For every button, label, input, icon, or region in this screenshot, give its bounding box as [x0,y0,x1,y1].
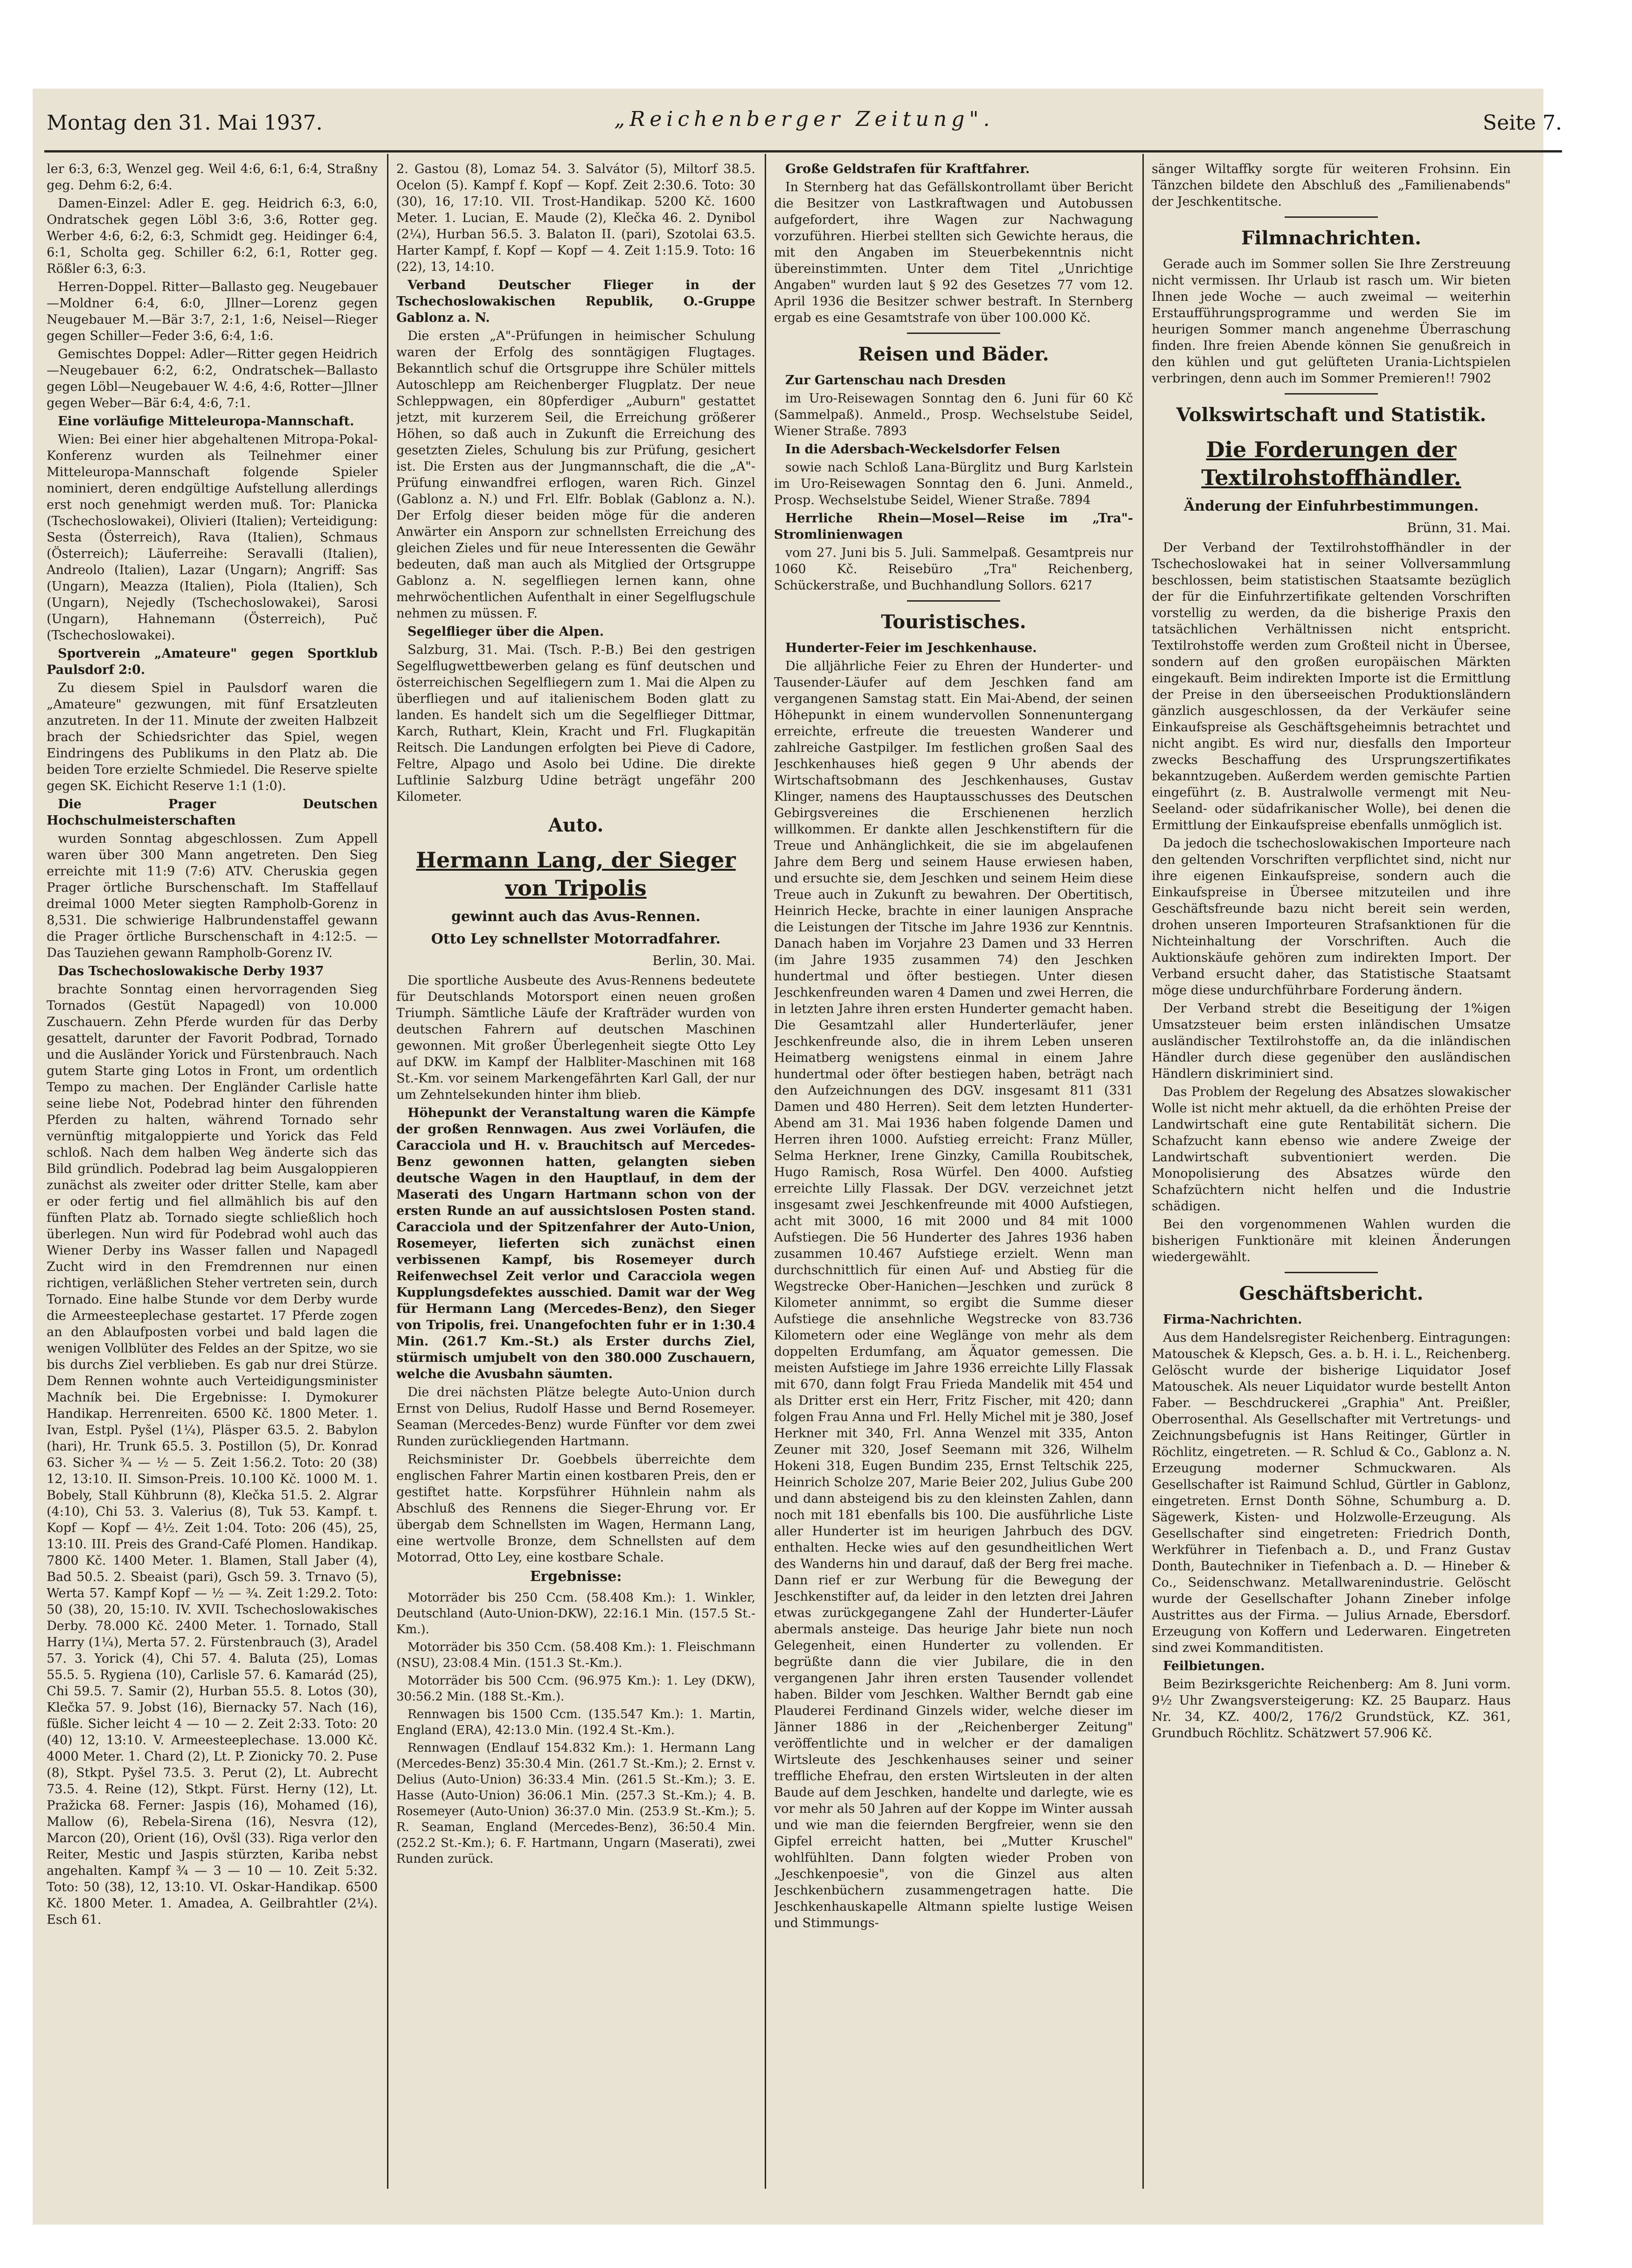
article-heading: Firma-Nachrichten. [1163,1312,1302,1327]
article-text: Die sportliche Ausbeute des Avus-Rennens bedeutete für Deutschlands Motorsport einen neuen großen Triumph. Sämtliche Läufe der Krafträder wurden von deutschen Fahrern auf deutschen Maschinen gewonnen. Mit großer Überlegenheit siegte Otto Ley auf DKW. im Kampf der Halbliter-Maschinen mit 168 St.-Km. vor seinem Markengefährten Karl Gall, der nur um Zehntelsekunden hinter ihm blieb. [396,973,755,1102]
newspaper-title: „Reichenberger Zeitung". [614,107,995,131]
result-entry: Motorräder bis 250 Ccm. (58.408 Km.): 1. Winkler, Deutschland (Auto-Union-DKW), 22:16.1 Min. (157.5 St.-Km.). [396,1591,755,1637]
section-divider [1285,1272,1378,1273]
result-entry: Rennwagen bis 1500 Ccm. (135.547 Km.): 1. Martin, England (ERA), 42:13.0 Min. (192.4 St.-Km.). [396,1707,755,1737]
article-text: In Sternberg hat das Gefällskontrollamt über Bericht die Besitzer von Lastkraftwagen und Autobussen aufgefordert, ihre Wagen zur Nachwagung vorzuführen. Hierbei stellten sich Gewichte heraus, die mit den Angaben im Steuerbekenntnis nicht übereinstimmten. Unter dem Titel „Unrichtige Angaben" wurden laut § 92 des Gesetzes 77 vom 12. April 1936 die Besitzer schwer bestraft. In Sternberg ergab es eine Gesamtstrafe von über 100.000 Kč. [774,180,1133,325]
article-heading: Eine vorläufige Mitteleuropa-Mannschaft. [58,414,354,429]
section-heading: Volkswirtschaft und Statistik. [1176,404,1487,426]
masthead-rule [44,150,1562,153]
section-heading: Auto. [548,814,604,836]
column-4 [1152,161,1511,2189]
section-divider [907,600,1000,602]
article-text: brachte Sonntag einen hervorragenden Sieg Tornados (Gestüt Napagedl) von 10.000 Zuschauern. Zehn Pferde wurden für das Derby gesattelt, darunter der Favorit Podbrad, Tornado und die Ausländer Yorick und Fürstenbrauch. Nach gutem Starte ging Lotos in Front, um ordentlich Tempo zu machen. Der Engländer Carlisle hatte seine liebe Not, Podebrad hinter den führenden Pferden zu halten, während Tornado sehr vernünftig mitgaloppierte und Yorick das Feld schloß. Nach dem halben Weg änderte sich das Bild gründlich. Podebrad lag beim Ausgaloppieren zunächst als zweiter oder dritter Stelle, kam aber er oder fertig und fiel allmählich bis auf den fünften Platz ab. Tornado siegte schließlich hoch überlegen. Nun wird für Podebrad wohl auch das Wiener Derby ins Wasser fallen und Napagedl Zucht wird in den Fremdrennen nur einen richtigen, verläßlichen Steher vertreten sein, durch Tornado. Eine halbe Stunde vor dem Derby wurde die Armeesteeplechase gestartet. 17 Pferde zogen an den Ablaufposten vorbei und bald lagen die wenigen Vollblüter des Feldes an der Spitze, wo sie bis durchs Ziel verblieben. Es gab nur drei Stürze. Dem Rennen wohnte auch Verteidigungsminister Machník bei. Die Ergebnisse: I. Dymokurer Handikap. Herrenreiten. 6500 Kč. 1800 Meter. 1. Ivan, Estpl. Pyšel (1¼), Pläsper 63.5. 2. Babylon (hari), Hr. Trunk 65.5. 3. Postillon (5), Dr. Konrad 63. Sicher ¾ — ½ — 5. Zeit 1:56.2. Toto: 20 (38) 12, 13:10. II. Simson-Preis. 10.100 Kč. 1000 M. 1. Bobely, Stall Kühbrunn (8), Klečka 51.5. 2. Algrar (4:10), Chi 53. 3. Valerius (8), Tuk 53. Kampf. t. Kopf — Kopf — 4½. Zeit 1:04. Toto: 206 (45), 25, 13:10. III. Preis des Grand-Café Plomen. Handikap. 7800 Kč. 1400 Meter. 1. Blamen, Stall Jaber (4), Bad 50.5. 2. Sbeaist (pari), Gsch 59. 3. Trnavo (5), Werta 57. Kampf Kopf — ½ — ¾. Zeit 1:29.2. Toto: 50 (38), 20, 15:10. IV. XVII. Tschechoslowakisches Derby. 78.000 Kč. 2400 Meter. 1. Tornado, Stall Harry (1¼), Merta 57. 2. Fürstenbrauch (3), Aradel 57. 3. Yorick (4), Chi 57. 4. Baluta (25), Lomas 55.5. 5. Rygiena (10), Carlisle 57. 6. Kamarád (25), Chi 59.5. 7. Samir (2), Hurban 55.5. 8. Lotos (30), Klečka 57. 9. Jobst (16), Biernacky 57. Nach (16), füßle. Sicher leicht 4 — 10 — 2. Zeit 2:33. Toto: 20 (40) 12, 13:10. V. Armeesteeplechase. 13.000 Kč. 4000 Meter. 1. Chard (2), Lt. P. Zionicky 70. 2. Puse (8), Stkpt. Pyšel 73.5. 3. Perut (2), Lt. Aubrecht 73.5. 4. Reine (12), Stkpt. Fürst. Herny (12), Lt. Pražicka 68. Ferner: Jaspis (16), Mohamed (16), Mallow (6), Rebela-Sirena (16), Nesvra (12), Marcon (20), Orient (16), Ovšl (33). Riga verlor den Reiter, Mestic und Jaspis stürzten, Kariba nebst angehalten. Kampf ¾ — 3 — 10 — 10. Zeit 5:32. Toto: 50 (38), 12, 13:10. VI. Oskar-Handikap. 6500 Kč. 1800 Meter. 1. Amadea, A. Geilbrahtler (2¼). Esch 61. [47,982,378,1927]
article-text: sänger Wiltaffky sorgte für weiteren Frohsinn. Ein Tänzchen bildete den Abschluß des „Familienabends" der Jeschkentitsche. [1152,162,1511,209]
article-text: Damen-Einzel: Adler E. geg. Heidrich 6:3, 6:0, Ondratschek gegen Löbl 3:6, 3:6, Rotter geg. Werber 4:6, 6:2, 6:3, Schmidt geg. Heidinger 6:4, 6:1, Scholta geg. Schiller 6:2, 6:1, Rotter geg. Rößler 6:3, 6:3. [47,196,378,276]
article-subheadline: gewinnt auch das Avus-Rennen. [451,909,701,925]
article-text: Reichsminister Dr. Goebbels überreichte dem englischen Fahrer Martin einen kostbaren Preis, den er gestiftet hatte. Korpsführer Hühnlein nahm als Abschluß des Rennens die Sieger-Ehrung vor. Er übergab dem Schnellsten im Wagen, Hermann Lang, eine wertvolle Bronze, dem Schnellsten auf dem Motorrad, Otto Ley, eine kostbare Schale. [396,1452,755,1565]
article-text: Wien: Bei einer hier abgehaltenen Mitropa-Pokal-Konferenz wurden als Teilnehmer einer Mitteleuropa-Mannschaft folgende Spieler nominiert, deren endgültige Aufstellung allerdings erst noch genehmigt werden muß. Tor: Planicka (Tschechoslowakei), Olivieri (Italien); Verteidigung: Sesta (Österreich), Rava (Italien), Schmaus (Österreich); Läuferreihe: Seravalli (Italien), Andreolo (Italien), Lazar (Ungarn); Angriff: Sas (Ungarn), Meazza (Italien), Piola (Italien), Sch (Ungarn), Nejedly (Tschechoslowakei), Sarosi (Ungarn), Hahnemann (Österreich), Puč (Tschechoslowakei). [47,432,378,643]
article-subheadline: Otto Ley schnellster Motorradfahrer. [431,931,721,947]
article-headline: Hermann Lang, der Sieger von Tripolis [416,847,736,901]
article-subheadline: Änderung der Einfuhrbestimmungen. [1183,498,1479,514]
article-text: im Uro-Reisewagen Sonntag den 6. Juni für 60 Kč (Sammelpaß). Anmeld., Prosp. Wechselstube Seidel, Wiener Straße. 7893 [774,391,1133,438]
section-heading: Geschäftsbericht. [1239,1283,1424,1304]
article-heading: In die Adersbach-Weckelsdorfer Felsen [785,442,1060,457]
article-text: Die ersten „A"-Prüfungen in heimischer Schulung waren der Erfolg des sonntägigen Flugtages. Bekanntlich schuf die Ortsgruppe ihre Schüler mittels Autoschlepp am Reichenberger Flugplatz. Der neue Schleppwagen, ein 80pferdiger „Auburn" gestattet jetzt, mit kurzerem Seil, die Erreichung größerer Höhen, so daß auch in Zukunft die Erreichung des gesetzten Zieles, Schulung bis zur Prüfung, gesichert ist. Die Ersten aus der Jungmannschaft, die die „A"-Prüfung einwandfrei erflogen, waren Rich. Ginzel (Gablonz a. N.) und Frl. Elfr. Boblak (Gablonz a. N.). Der Erfolg dieser beiden möge für die anderen Anwärter ein Ansporn zur schnellsten Erreichung des gleichen Zieles und für neue Interessenten die Gewähr bedeuten, daß man auch als Mitglied der Ortsgruppe Gablonz a. N. segelfliegen lernen kann, ohne mehrwöchentlichen Aufenthalt in einer Segelflugschule nehmen zu müssen. F. [396,329,755,621]
article-text: Da jedoch die tschechoslowakischen Importeure nach den geltenden Vorschriften verpflichtet sind, nicht nur ihre eigenen Einkaufspreise, sondern auch die Einkaufspreise in Übersee mitzuteilen und ihre Geschäftsfreunde bazu nicht bereit sein werden, drohen unseren Importeuren Strafsanktionen für die Nichteinhaltung der Vorschriften. Auch die Auktionskäufe gehören zum indirekten Import. Der Verband ersucht daher, das Statistische Staatsamt möge diese undurchführbare Forderung ändern. [1152,836,1511,998]
masthead [47,107,1562,140]
section-divider [1285,216,1378,218]
column-rule [1142,154,1144,2189]
article-text: Gerade auch im Sommer sollen Sie Ihre Zerstreuung nicht vermissen. Ihr Urlaub ist rasch um. Wir bieten Ihnen jede Woche — auch zweimal — weiterhin Erstaufführungsprogramme und werden Sie im heurigen Sommer manch angenehme Überraschung finden. Ihre freien Abende können Sie genußreich in den kühlen und gut gelüfteten Urania-Lichtspielen verbringen, denn auch im Sommer Premieren!! 7902 [1152,257,1511,386]
article-text: Bei den vorgenommenen Wahlen wurden die bisherigen Funktionäre mit kleinen Änderungen wiedergewählt. [1152,1217,1511,1264]
article-heading: Feilbietungen. [1163,1659,1265,1673]
article-text: ler 6:3, 6:3, Wenzel geg. Weil 4:6, 6:1, 6:4, Straßny geg. Dehm 6:2, 6:4. [47,162,378,193]
article-text: Die drei nächsten Plätze belegte Auto-Union durch Ernst von Delius, Rudolf Hasse und Bernd Rosemeyer. Seaman (Mercedes-Benz) wurde Fünfter vor dem zwei Runden zurückliegenden Hartmann. [396,1385,755,1449]
article-heading: Hunderter-Feier im Jeschkenhause. [785,641,1037,655]
article-text: Beim Bezirksgerichte Reichenberg: Am 8. Juni vorm. 9½ Uhr Zwangsversteigerung: KZ. 25 Bauparz. Haus Nr. 34, KZ. 400/2, 176/2 Grundstück, KZ. 361, Grundbuch Röchlitz. Schätzwert 57.906 Kč. [1152,1677,1511,1741]
article-text: 2. Gastou (8), Lomaz 54. 3. Salvátor (5), Miltorf 38.5. Ocelon (5). Kampf f. Kopf — Kopf. Zeit 2:30.6. Toto: 30 (30), 16, 17:10. VII. Trost-Handikap. 5200 Kč. 1600 Meter. 1. Lucian, E. Maude (2), Klečka 46. 2. Dynibol (2¼), Hurban 56.5. 3. Balaton II. (pari), Szotolai 63.5. Harter Kampf, f. Kopf — Kopf — 4. Zeit 1:15.9. Toto: 16 (22), 13, 14:10. [396,162,755,274]
column-rule [387,154,388,2189]
result-entry: Motorräder bis 350 Ccm. (58.408 Km.): 1. Fleischmann (NSU), 23:08.4 Min. (151.3 St.-Km.). [396,1640,755,1670]
result-entry: Motorräder bis 500 Ccm. (96.975 Km.): 1. Ley (DKW), 30:56.2 Min. (188 St.-Km.). [396,1674,755,1704]
results-heading: Ergebnisse: [530,1568,622,1585]
page-number: Seite 7. [1483,111,1562,135]
article-text: wurden Sonntag abgeschlossen. Zum Appell waren über 300 Mann angetreten. Den Sieg erreichte mit 11:9 (7:6) ATV. Cheruskia gegen Prager örtliche Burschenschaft. Im Staffellauf dreimal 1000 Meter siegten Rampholb-Gorenz in 8,531. Die schwierige Halbrundenstaffel gewann die Prager örtliche Burschenschaft in 4:12:5. — Das Tauziehen gewann Rampholb-Gorenz IV. [47,832,378,960]
column-rule [765,154,766,2189]
article-headline: Die Forderungen der Textilrohstoffhändler. [1201,437,1461,490]
article-text: Herren-Doppel. Ritter—Ballasto geg. Neugebauer—Moldner 6:4, 6:0, Jllner—Lorenz gegen Neugebauer M.—Bär 3:7, 2:1, 1:6, Neisel—Rieger gegen Schiller—Feder 3:6, 6:4, 1:6. [47,280,378,343]
section-divider [907,333,1000,334]
article-text: Das Problem der Regelung des Absatzes slowakischer Wolle ist nicht mehr aktuell, da die erhöhten Preise der Landwirtschaft eine gute Rentabilität sichern. Die Schafzucht kann ebenso wie andere Zweige der Landwirtschaft subventioniert werden. Die Monopolisierung des Absatzes würde den Schafzüchtern nicht helfen und die Industrie schädigen. [1152,1085,1511,1214]
article-text: Der Verband strebt die Beseitigung der 1%igen Umsatzsteuer beim ersten inländischen Umsatze ausländischer Textilrohstoffe an, da die inländischen Händler durch diese gegenüber den ausländischen Händlern diskriminiert sind. [1152,1001,1511,1081]
article-text: Höhepunkt der Veranstaltung waren die Kämpfe der großen Rennwagen. Aus zwei Vorläufen, die Caracciola und H. v. Brauchitsch auf Mercedes-Benz gewonnen hatten, gelangten sieben deutsche Wagen in den Hauptlauf, in dem der Maserati des Ungarn Hartmann schon von der ersten Runde an auf aussichtslosen Posten stand. Caracciola und der Spitzenfahrer der Auto-Union, Rosemeyer, lieferten sich zunächst einen verbissenen Kampf, bis Rosemeyer durch Reifenwechsel Zeit verlor und Caracciola wegen Kupplungsdefektes ausschied. Damit war der Weg für Hermann Lang (Mercedes-Benz), den Sieger von Tripolis, frei. Unangefochten fuhr er in 1:30.4 Min. (261.7 Km.-St.) als Erster durchs Ziel, stürmisch umjubelt von den 380.000 Zuschauern, welche die Avusbahn säumten. [396,1106,755,1381]
issue-date: Montag den 31. Mai 1937. [47,111,323,135]
article-text: Die alljährliche Feier zu Ehren der Hunderter- und Tausender-Läufer auf dem Jeschken fand am vergangenen Samstag statt. Ein Mai-Abend, der seinen Höhepunkt in einem wundervollen Sonnenuntergang erreichte, erfreute die treuesten Wanderer und zahlreiche Gastpilger. Im festlichen großen Saal des Jeschkenhauses hieß gegen 9 Uhr abends der Wirtschaftsobmann des Jeschkenhauses, Gustav Klinger, namens des Hauptausschusses des Deutschen Gebirgsvereines die Erschienenen herzlich willkommen. Er dankte allen Jeschkenstiftern für die Treue und Anhänglichkeit, die sie im abgelaufenen Jahre dem Berg und seinem Hause erwiesen haben, und ersuchte sie, dem Jeschken und seinem Heim diese Treue auch in Zukunft zu bewahren. Der Obertitisch, Heinrich Hecke, brachte in einer launigen Ansprache die Leistungen der Titsche im Jahre 1936 zur Kenntnis. Danach haben im Vorjahre 23 Damen und 33 Herren (im Jahre 1935 zusammen 74) den Jeschken hundertmal und öfter bestiegen. Unter diesen Jeschkenfreunden waren 4 Damen und zwei Herren, die in letzten Jahre ihren ersten Hunderter gemacht haben. Die Gesamtzahl aller Hunderterläufer, jener Jeschkenfreunde also, die in ihrem Leben unseren Heimatberg wenigstens einmal in einem Jahre hundertmal oder öfter bestiegen haben, beträgt nach den Aufzeichnungen des DGV. insgesamt 811 (331 Damen und 480 Herren). Seit dem letzten Hunderter-Abend am 31. Mai 1936 haben folgende Damen und Herren ihren 1000. Aufstieg erreicht: Franz Müller, Selma Herkner, Irene Ginzky, Camilla Roubitschek, Hugo Ramisch, Rosa Würfel. Den 4000. Aufstieg erreichte Lilly Flassak. Der DGV. verzeichnet jetzt insgesamt zwei Jeschkenfreunde mit 4000 Aufstiegen, acht mit 3000, 16 mit 2000 und 84 mit 1000 Aufstiegen. Die 56 Hunderter des Jahres 1936 haben zusammen 10.467 Aufstiege erzielt. Wenn man durchschnittlich für einen Auf- und Abstieg für die Wegstrecke Ober-Hanichen—Jeschken und zurück 8 Kilometer annimmt, so ergibt die Summe dieser Aufstiege die ansehnliche Wegstrecke von 83.736 Kilometern oder eine Weglänge von mehr als dem doppelten Erdumfang, am Äquator gemessen. Die meisten Aufstiege im Jahre 1936 erreichte Lilly Flassak mit 670, dann folgt Frau Frieda Mandelik mit 454 und als Dritter erst ein Herr, Fritz Fischer, mit 420; dann folgen Frau Anna und Frl. Helly Michel mit je 380, Josef Herkner mit 340, Frl. Anna Wenzel mit 335, Anton Zeuner mit 320, Josef Seemann mit 326, Wilhelm Hokeni 318, Eugen Bundim 235, Ernst Teltschik 225, Heinrich Scholze 207, Marie Beier 202, Julius Gube 200 und dann absteigend bis zu den kleinsten Zahlen, dann noch mit 181 ebenfalls bis 100. Die ausführliche Liste aller Hunderter ist im heurigen Jahrbuch des DGV. enthalten. Hecke wies auf den gesundheitlichen Wert des Wanderns hin und darauf, daß der Berg frei mache. Dann rief er zur Werbung für die Bewegung der Jeschkenstifter auf, da leider in den letzten drei Jahren etwas zurückgegangene Zahl der Hunderter-Läufer abermals ansteige. Das heurige Jahr biete nun noch Gelegenheit, einen Hunderter zu vollenden. Er begrüßte dann die vier Jubilare, die in den vergangenen Jahr ihren ersten Tausender vollendet haben. Bilder vom Jeschken. Walther Berndt gab eine Plauderei Ferdinand Ginzels wider, welche dieser im Jänner 1886 in der „Reichenberger Zeitung" veröffentlichte und in welcher er der damaligen Wirtsleute des Jeschkenhauses seiner und seiner treffliche Ehefrau, den ersten Wirtsleuten in der alten Baude auf dem Jeschken, handelte und darlegte, wie es vor mehr als 50 Jahren auf der Koppe im Winter aussah und wie man die feiernden Bergfreier, wenn sie den Gipfel erreicht hatten, bei „Mutter Kruschel" wohlfühlten. Dann folgten wieder Proben von „Jeschkenpoesie", von die Ginzel aus alten Jeschkenbüchern zusammengetragen hatte. Die Jeschkenhauskapelle Altmann spielte lustige Weisen und Stimmungs- [774,659,1133,1930]
article-heading: Verband Deutscher Flieger in der Tschechoslowakischen Republik, O.-Gruppe Gablonz a. N. [396,278,755,325]
dateline: Brünn, 31. Mai. [1407,520,1511,535]
article-heading: Herrliche Rhein—Mosel—Reise im „Tra"-Stromlinienwagen [774,511,1133,542]
article-heading: Die Prager Deutschen Hochschulmeisterschaften [47,797,378,828]
article-heading: Zur Gartenschau nach Dresden [785,373,1006,388]
article-text: Gemischtes Doppel: Adler—Ritter gegen Heidrich—Neugebauer 6:2, 6:2, Ondratschek—Ballasto gegen Löbl—Neugebauer W. 4:6, 4:6, Rotter—Jllner gegen Weber—Bär 6:4, 4:6, 7:1. [47,347,378,410]
article-heading: Segelflieger über die Alpen. [408,624,604,639]
section-heading: Touristisches. [881,611,1026,633]
column-3 [774,161,1133,2189]
section-heading: Filmnachrichten. [1241,227,1422,249]
column-1 [47,161,378,2189]
result-entry: Rennwagen (Endlauf 154.832 Km.): 1. Hermann Lang (Mercedes-Benz) 35:30.4 Min. (261.7 St.-Km.); 2. Ernst v. Delius (Auto-Union) 36:33.4 Min. (261.5 St.-Km.); 3. E. Hasse (Auto-Union) 36:06.1 Min. (257.3 St.-Km.); 4. B. Rosemeyer (Auto-Union) 36:37.0 Min. (253.9 St.-Km.); 5. R. Seaman, England (Mercedes-Benz), 36:50.4 Min. (252.2 St.-Km.); 6. F. Hartmann, Ungarn (Maserati), zwei Runden zurück. [396,1741,755,1866]
article-text: Salzburg, 31. Mai. (Tsch. P.-B.) Bei den gestrigen Segelflugwettbewerben gelang es fünf deutschen und österreichischen Segelfliegern zum 1. Mai die Alpen zu überfliegen und auf italienischem Boden glatt zu landen. Es handelt sich um die Segelflieger Dittmar, Karch, Ruthart, Klein, Kracht und Frl. Flugkapitän Reitsch. Die Landungen erfolgten bei Pieve di Cadore, Feltre, Alpago und Asolo bei Udine. Die direkte Luftlinie Salzburg Udine beträgt ungefähr 200 Kilometer. [396,643,755,804]
article-text: Aus dem Handelsregister Reichenberg. Eintragungen: Matouschek & Klepsch, Ges. a. b. H. i. L., Reichenberg. Gelöscht wurde der bisherige Liquidator Josef Matouschek. Als neuer Liquidator wurde bestellt Anton Faber. — Beschdruckerei „Graphia" Ant. Preißler, Oberrosenthal. Als Gesellschafter mit Vertretungs- und Zeichnungsbefugnis ist Hans Reitinger, Gürtler in Röchlitz, eingetreten. — R. Schlud & Co., Gablonz a. N. Erzeugung moderner Schmuckwaren. Als Gesellschafter ist Raimund Schlud, Gürtler in Gablonz, eingetreten. Ernst Donth Söhne, Schumburg a. D. Sägewerk, Kisten- und Holzwolle-Erzeugung. Als Gesellschafter sind eingetreten: Friedrich Donth, Werkführer in Tiefenbach a. D., und Franz Gustav Donth, Bautechniker in Tiefenbach a. D. — Hineber & Co., Seidenschwanz. Metallwarenindustrie. Gelöscht wurde der Gesellschafter Johann Zineber infolge Austrittes aus der Firma. — Julius Arnade, Ebersdorf. Erzeugung von Koffern und Lederwaren. Eingetreten sind zwei Kommanditisten. [1152,1331,1511,1655]
dateline: Berlin, 30. Mai. [652,953,755,968]
article-heading: Das Tschechoslowakische Derby 1937 [58,964,324,978]
article-text: Der Verband der Textilrohstoffhändler in der Tschechoslowakei hat in seiner Vollversammlung beschlossen, beim statistischen Staatsamte bezüglich der für die Einfuhrzertifikate geltenden Vorschriften vorstellig zu werden, da die bisherige Praxis den tatsächlichen Verhältnissen nicht entspricht. Textilrohstoffe werden zum Großteil nicht in Übersee, sondern auf den großen europäischen Märkten eingekauft. Beim indirekten Importe ist die Ermittlung der Preise in den überseeischen Produktionsländern gänzlich ausgeschlossen, da der Verkäufer seine Einkaufspreise als Geschäftsgeheimnis betrachtet und nicht angibt. Es wird nur, diesfalls den Importeur zwecks Beschaffung des Ursprungszertifikates bekanntzugeben. Außerdem werden gemischte Partien eingeführt (z. B. Australwolle vermengt mit Neu-Seeland- oder südafrikanischer Wolle), bei denen die Ermittlung der Einkaufspreise ebenfalls unmöglich ist. [1152,541,1511,832]
column-2 [396,161,755,2189]
section-heading: Reisen und Bäder. [858,343,1049,365]
article-heading: Große Geldstrafen für Kraftfahrer. [785,162,1030,176]
section-divider [1285,393,1378,395]
article-text: Zu diesem Spiel in Paulsdorf waren die „Amateure" gezwungen, mit fünf Ersatzleuten anzutreten. In der 11. Minute der zweiten Halbzeit brach der Schiedsrichter das Spiel, wegen Eindringens des Publikums in den Platz ab. Die beiden Tore erzielte Schmiedel. Die Reserve spielte gegen SK. Eichicht Reserve 1:1 (1:0). [47,681,378,793]
article-text: vom 27. Juni bis 5. Juli. Sammelpaß. Gesamtpreis nur 1060 Kč. Reisebüro „Tra" Reichenberg, Schückerstraße, und Buchhandlung Sollors. 6217 [774,546,1133,593]
article-text: sowie nach Schloß Lana-Bürglitz und Burg Karlstein im Uro-Reisewagen Sonntag den 6. Juni. Anmeld., Prosp. Wechselstube Seidel, Wiener Straße. 7894 [774,460,1133,507]
article-heading: Sportverein „Amateure" gegen Sportklub Paulsdorf 2:0. [47,646,378,677]
